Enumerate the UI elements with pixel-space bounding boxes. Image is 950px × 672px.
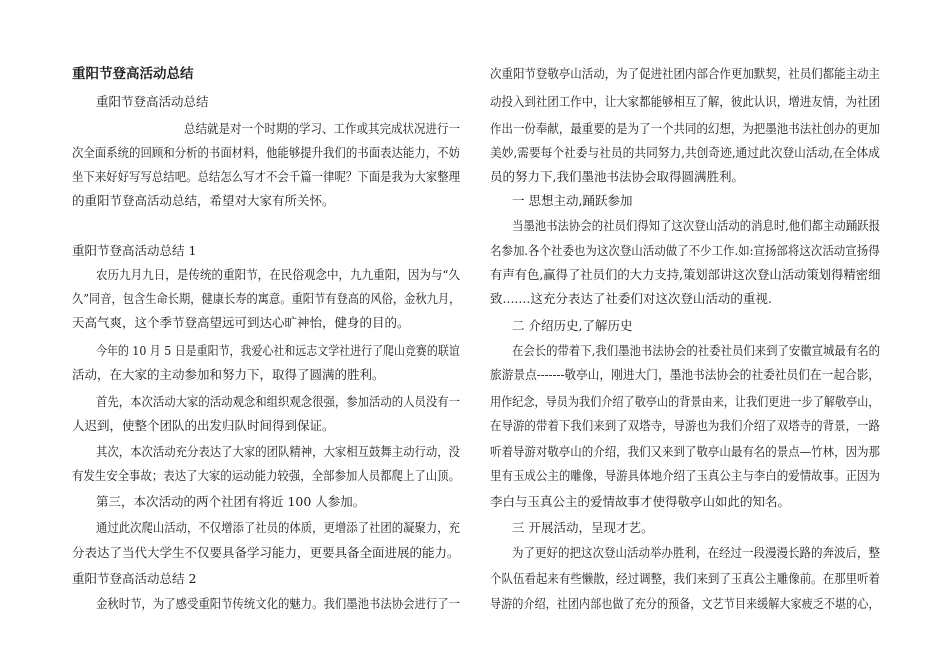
paragraph-line: 有声有色,赢得了社员们的大力支持,策划部讲这次登山活动策划得精密细 xyxy=(490,267,881,282)
paragraph-line: 首先，本次活动大家的活动观念和组织观念很强，参加活动的人员没有一 xyxy=(96,394,461,409)
paragraph-line: 在导游的带着下我们来到了双塔寺，导游也为我们介绍了双塔寺的背景，一路 xyxy=(490,418,880,433)
paragraph-line: 分表达了当代大学生不仅要具备学习能力，更要具备全面进展的能力。 xyxy=(72,545,460,560)
paragraph-line: 通过此次爬山活动，不仅增添了社员的体质，更增添了社团的凝聚力，充 xyxy=(96,520,461,535)
paragraph-line: 人迟到，使整个团队的出发归队时间得到保证。 xyxy=(72,418,335,433)
paragraph-line: 个队伍看起来有些懒散，经过调整，我们来到了玉真公主雕像前。在那里听着 xyxy=(490,571,880,586)
paragraph-line: 天高气爽，这个季节登高望远可到达心旷神怡，健身的目的。 xyxy=(72,315,410,330)
document-title: 重阳节登高活动总结 xyxy=(72,66,194,82)
paragraph-line: 里有玉成公主的雕像，导游具体地介绍了玉真公主与李白的爱情故事。正因为 xyxy=(490,468,880,483)
paragraph-line: 其次，本次活动充分表达了大家的团队精神，大家相互鼓舞主动行动，没 xyxy=(96,444,461,459)
paragraph-line: 次重阳节登敬亭山活动，为了促进社团内部合作更加默契，社员们都能主动主 xyxy=(490,66,880,81)
section-heading: 重阳节登高活动总结 2 xyxy=(72,571,197,586)
paragraph-line: 旅游景点-------敬亭山，刚进大门，墨池书法协会的社委社员们在一起合影， xyxy=(490,367,881,382)
section-heading: 一 思想主动,踊跃参加 xyxy=(512,193,633,208)
paragraph-line: 今年的 10 月 5 日是重阳节，我爱心社和远志文学社进行了爬山竞赛的联谊 xyxy=(96,343,460,358)
subtitle: 重阳节登高活动总结 xyxy=(96,94,209,109)
paragraph-line: 致.......这充分表达了社委们对这次登山活动的重视. xyxy=(490,291,772,306)
paragraph-line: 为了更好的把这次登山活动举办胜利，在经过一段漫漫长路的奔波后，整 xyxy=(512,545,881,560)
paragraph-line: 在会长的带着下,我们墨池书法协会的社委社员们来到了安徽宣城最有名的 xyxy=(512,343,880,358)
paragraph-line: 用作纪念，导员为我们介绍了敬亭山的背景由来，让我们更进一步了解敬亭山， xyxy=(490,394,880,409)
paragraph-line: 的重阳节登高活动总结，希望对大家有所关怀。 xyxy=(72,193,335,208)
paragraph-line: 美妙,需要每个社委与社员的共同努力,共创奇迹,通过此次登山活动,在全体成 xyxy=(490,145,880,160)
paragraph-line: 当墨池书法协会的社员们得知了这次登山活动的消息时,他们都主动踊跃报 xyxy=(512,218,880,233)
paragraph-line: 第三，本次活动的两个社团有将近 100 人参加。 xyxy=(96,494,366,509)
paragraph-line: 久”同音，包含生命长期，健康长寿的寓意。重阳节有登高的风俗，金秋九月， xyxy=(72,291,461,306)
paragraph-line: 金秋时节，为了感受重阳节传统文化的魅力。我们墨池书法协会进行了一 xyxy=(96,596,461,611)
paragraph-line: 农历九月九日，是传统的重阳节，在民俗观念中，九九重阳，因为与“久 xyxy=(96,267,460,282)
paragraph-line: 听着导游对敬亭山的介绍，我们又来到了敬亭山最有名的景点—竹林，因为那 xyxy=(490,444,880,459)
paragraph-line: 名参加.各个社委也为这次登山活动做了不少工作.如:宣扬部将这次活动宣扬得 xyxy=(490,243,880,258)
paragraph-line: 动投入到社团工作中，让大家都能够相互了解，彼此认识，增进友情，为社团 xyxy=(490,94,880,109)
section-heading: 重阳节登高活动总结 1 xyxy=(72,243,197,258)
paragraph-line: 总结就是对一个时期的学习、工作或其完成状况进行一 xyxy=(184,121,461,136)
paragraph-line: 坐下来好好写写总结吧。总结怎么写才不会千篇一律呢？下面是我为大家整理 xyxy=(72,169,460,184)
paragraph-line: 活动，在大家的主动参加和努力下，取得了圆满的胜利。 xyxy=(72,367,385,382)
paragraph-line: 次全面系统的回顾和分析的书面材料，他能够提升我们的书面表达能力，不妨 xyxy=(72,145,460,160)
paragraph-line: 员的努力下,我们墨池书法协会取得圆满胜利。 xyxy=(490,169,744,184)
paragraph-line: 有发生安全事故；表达了大家的运动能力较强，全部参加人员都爬上了山顶。 xyxy=(72,468,460,483)
paragraph-line: 导游的介绍，社团内部也做了充分的预备，文艺节目来缓解大家疲乏不堪的心， xyxy=(490,596,880,611)
paragraph-line: 作出一份奉献，最重要的是为了一个共同的幻想，为把墨池书法社创办的更加 xyxy=(490,121,880,136)
section-heading: 二 介绍历史,了解历史 xyxy=(512,318,633,333)
section-heading: 三 开展活动，呈现才艺。 xyxy=(512,520,654,535)
paragraph-line: 李白与玉真公主的爱情故事才使得敬亭山如此的知名。 xyxy=(490,494,791,509)
